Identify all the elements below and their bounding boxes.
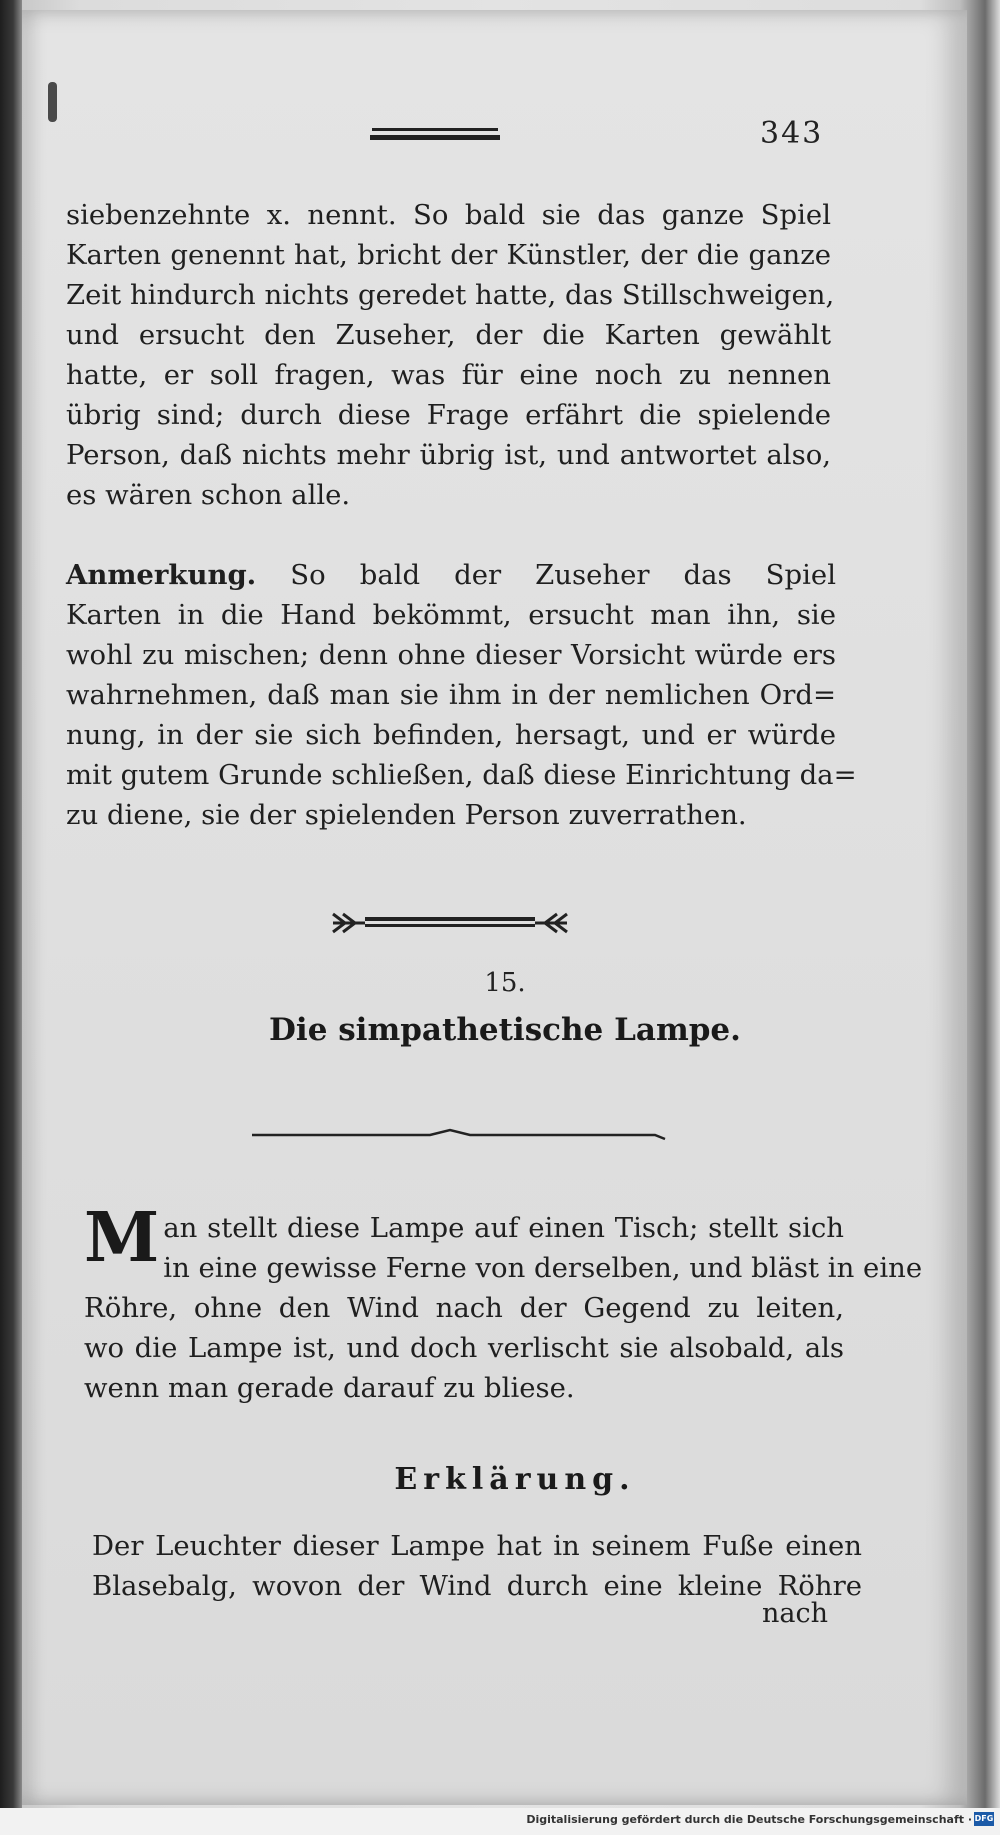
text-line: Blasebalg, wovon der Wind durch eine kleine Röhre [92,1570,862,1602]
note-paragraph [66,555,857,835]
text-line: hatte, er soll fragen, was für eine noch zu nennen [66,359,831,391]
explanation-heading: Erklärung. [394,1462,636,1497]
text-line: es wären schon alle. [66,479,351,511]
text-line: mit gutem Grunde schließen, daß diese Einrichtung da= [66,759,857,791]
text-fragment: So bald der Zuseher das Spiel [256,559,836,591]
section-paragraph [84,1198,923,1408]
dfg-logo: DFG [974,1812,994,1826]
ornament-divider [325,906,575,942]
text-line: Röhre, ohne den Wind nach der Gegend zu leiten, [84,1292,844,1324]
page-number: 343 [760,116,824,151]
text-line: Karten in die Hand bekömmt, ersucht man ihn, sie [66,599,836,631]
drop-cap: M [84,1198,160,1278]
text-line: zu diene, sie der spielenden Person zuverrathen. [66,799,747,831]
text-line: in eine gewisse Ferne von derselben, und bläst in eine [163,1252,923,1284]
catchword: nach [762,1598,828,1629]
text-line: wohl zu mischen; denn ohne dieser Vorsicht würde ers [66,639,836,671]
funding-credit: Digitalisierung gefördert durch die Deutsche Forschungsgemeinschaft · [526,1813,972,1826]
book-spine-edge [0,0,22,1835]
explanation-paragraph [92,1526,862,1606]
note-lead: Anmerkung. [66,559,257,591]
title-divider [250,1126,670,1142]
text-line: wenn man gerade darauf zu bliese. [84,1372,575,1404]
text-line: übrig sind; durch diese Frage erfährt die spielende [66,399,831,431]
header-rule [370,128,500,146]
text-line: siebenzehnte x. nennt. So bald sie das ganze Spiel [66,199,831,231]
section-number: 15. [484,968,526,998]
text-line: und ersucht den Zuseher, der die Karten gewählt [66,319,831,351]
text-line: wo die Lampe ist, und doch verlischt sie alsobald, als [84,1332,844,1364]
text-line: nung, in der sie sich befinden, hersagt, und er würde [66,719,836,751]
section-title: Die simpathetische Lampe. [269,1012,741,1048]
text-line: Person, daß nichts mehr übrig ist, und antwortet also, [66,439,831,471]
text-line: an stellt diese Lampe auf einen Tisch; stellt sich [163,1212,844,1244]
text-line: wahrnehmen, daß man sie ihm in der nemlichen Ord= [66,679,836,711]
text-line: Der Leuchter dieser Lampe hat in seinem Fuße einen [92,1530,862,1562]
text-line: Karten genennt hat, bricht der Künstler, der die ganze [66,239,831,271]
text-line: Zeit hindurch nichts geredet hatte, das Stillschweigen, [66,279,835,311]
paragraph-continuation [66,195,835,515]
margin-mark [48,82,57,122]
text-line [66,555,836,595]
